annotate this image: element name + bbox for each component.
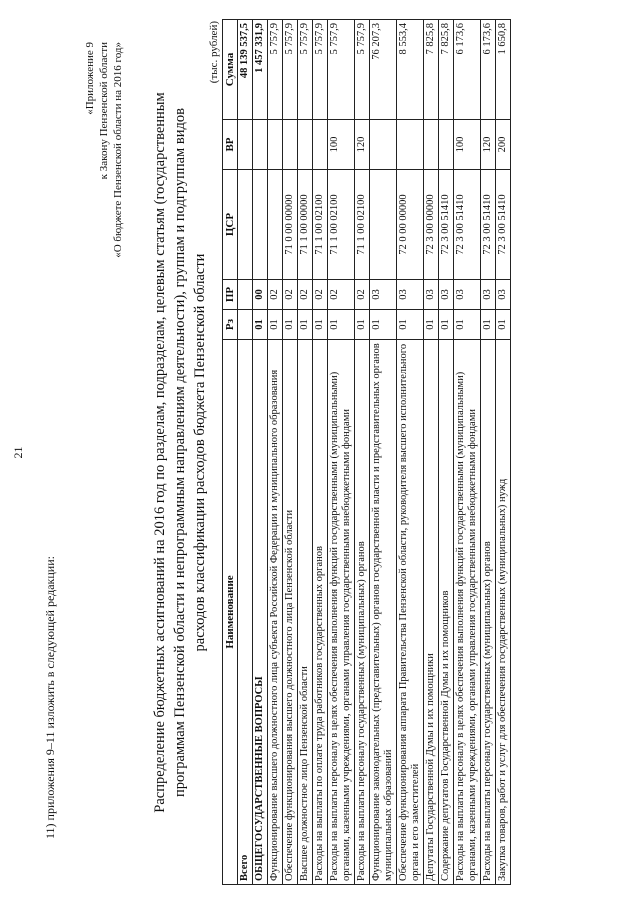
intro-text: 11) приложения 9–11 изложить в следующей редакции: [43, 556, 57, 839]
cell-sum: 5 757,9 [268, 20, 283, 120]
cell-csr: 72 3 00 00000 [424, 170, 439, 280]
cell-rz: 01 [424, 310, 439, 340]
cell-vr [283, 120, 298, 170]
cell-vr [313, 120, 328, 170]
cell-name: Содержание депутатов Государственной Думы и их помощников [439, 340, 454, 885]
cell-name: Расходы на выплаты персоналу государственных (муниципальных) органов [481, 340, 496, 885]
cell-rz: 01 [454, 310, 481, 340]
cell-pr: 03 [454, 280, 481, 310]
cell-sum: 7 825,8 [439, 20, 454, 120]
appendix-title: «Приложение 9 [84, 42, 96, 115]
table-header-row [223, 20, 238, 885]
cell-vr [370, 120, 397, 170]
cell-csr [370, 170, 397, 280]
cell-rz: 01 [397, 310, 424, 340]
cell-csr: 72 0 00 00000 [397, 170, 424, 280]
cell-name: ОБЩЕГОСУДАРСТВЕННЫЕ ВОПРОСЫ [253, 340, 268, 885]
table-row [481, 20, 496, 885]
cell-sum: 5 757,9 [298, 20, 313, 120]
header-csr: ЦСР [223, 170, 238, 280]
cell-rz: 01 [370, 310, 397, 340]
table-row [397, 20, 424, 885]
cell-sum: 8 553,4 [397, 20, 424, 120]
cell-pr: 03 [397, 280, 424, 310]
cell-sum: 5 757,9 [283, 20, 298, 120]
page-number: 21 [11, 446, 25, 459]
cell-rz: 01 [253, 310, 268, 340]
title-line-1: Распределение бюджетных ассигнований на 2016 год по разделам, подразделам, целевым статьям (государственным [152, 92, 168, 813]
table-row [328, 20, 355, 885]
cell-vr: 120 [481, 120, 496, 170]
appendix-line-1: к Закону Пензенской области [98, 42, 110, 180]
cell-vr [424, 120, 439, 170]
appendix-line-2: «О бюджете Пензенской области на 2016 год» [112, 42, 124, 258]
table-row [355, 20, 370, 885]
cell-sum: 6 173,6 [481, 20, 496, 120]
cell-pr: 03 [370, 280, 397, 310]
cell-pr: 02 [313, 280, 328, 310]
cell-vr [268, 120, 283, 170]
cell-name: Функционирование законодательных (представительных) органов государственной власти и представительных органов муниципальных образований [370, 340, 397, 885]
table-row [313, 20, 328, 885]
cell-csr: 72 3 00 51410 [454, 170, 481, 280]
cell-sum: 5 757,9 [328, 20, 355, 120]
cell-sum: 6 173,6 [454, 20, 481, 120]
cell-vr: 120 [355, 120, 370, 170]
cell-pr: 03 [496, 280, 511, 310]
cell-rz: 01 [313, 310, 328, 340]
header-sum: Сумма [223, 20, 238, 120]
cell-sum: 7 825,8 [424, 20, 439, 120]
cell-sum: 5 757,9 [355, 20, 370, 120]
total-sum: 48 139 537,5 [238, 20, 253, 120]
cell-sum: 1 650,8 [496, 20, 511, 120]
cell-sum: 1 457 331,9 [253, 20, 268, 120]
total-label: Всего [238, 340, 253, 885]
cell-name: Обеспечение функционирования аппарата Правительства Пензенской области, руководителя высшего исполнительного органа и его заместителей [397, 340, 424, 885]
cell-csr: 71 0 00 00000 [283, 170, 298, 280]
cell-pr: 03 [424, 280, 439, 310]
cell-rz: 01 [328, 310, 355, 340]
cell-vr: 200 [496, 120, 511, 170]
cell-pr: 00 [253, 280, 268, 310]
cell-csr: 71 1 00 02100 [328, 170, 355, 280]
cell-vr [397, 120, 424, 170]
cell-csr: 72 3 00 51410 [439, 170, 454, 280]
cell-name: Депутаты Государственной Думы и их помощники [424, 340, 439, 885]
cell-csr: 71 1 00 02100 [313, 170, 328, 280]
cell-name: Закупка товаров, работ и услуг для обеспечения государственных (муниципальных) нужд [496, 340, 511, 885]
title-line-2: программам Пензенской области и непрограммным направлениям деятельности), группам и подгруппам видов [172, 108, 188, 797]
table-row [268, 20, 283, 885]
cell-vr [298, 120, 313, 170]
cell-sum: 5 757,9 [313, 20, 328, 120]
cell-pr: 02 [268, 280, 283, 310]
table-row [496, 20, 511, 885]
document-title [150, 0, 210, 905]
cell-csr: 71 1 00 02100 [355, 170, 370, 280]
cell-vr: 100 [454, 120, 481, 170]
cell-pr: 03 [481, 280, 496, 310]
cell-vr [439, 120, 454, 170]
cell-rz: 01 [439, 310, 454, 340]
cell-name: Расходы на выплаты персоналу в целях обеспечения выполнения функций государственными (муниципальными) органами, казенными учреждениями, органами управления государственными внебюджетными фондами [328, 340, 355, 885]
cell-rz: 01 [268, 310, 283, 340]
cell-name: Расходы на выплаты персоналу государственных (муниципальных) органов [355, 340, 370, 885]
unit-label: (тыс. рублей) [208, 21, 220, 84]
cell-pr: 02 [328, 280, 355, 310]
cell-rz: 01 [298, 310, 313, 340]
cell-name: Обеспечение функционирования высшего должностного лица Пензенской области [283, 340, 298, 885]
cell-csr: 72 3 00 51410 [496, 170, 511, 280]
cell-name: Функционирование высшего должностного лица субъекта Российской Федерации и муниципального образования [268, 340, 283, 885]
table-row [253, 20, 268, 885]
cell-name: Расходы на выплаты по оплате труда работников государственных органов [313, 340, 328, 885]
header-pr: ПР [223, 280, 238, 310]
cell-rz: 01 [481, 310, 496, 340]
table-row [370, 20, 397, 885]
table-row [424, 20, 439, 885]
total-row [238, 20, 253, 885]
cell-rz: 01 [283, 310, 298, 340]
cell-vr [253, 120, 268, 170]
cell-csr: 72 3 00 51410 [481, 170, 496, 280]
cell-csr [253, 170, 268, 280]
appendix-header [83, 42, 125, 905]
table-row [454, 20, 481, 885]
cell-name: Расходы на выплаты персоналу в целях обеспечения выполнения функций государственными (муниципальными) органами, казенными учреждениями, органами управления государственными внебюджетными фондами [454, 340, 481, 885]
cell-rz: 01 [496, 310, 511, 340]
header-vr: ВР [223, 120, 238, 170]
cell-sum: 76 207,3 [370, 20, 397, 120]
cell-pr: 02 [355, 280, 370, 310]
cell-pr: 03 [439, 280, 454, 310]
cell-pr: 02 [298, 280, 313, 310]
header-name: Наименование [223, 340, 238, 885]
cell-vr: 100 [328, 120, 355, 170]
budget-table [222, 19, 511, 885]
cell-name: Высшее должностное лицо Пензенской области [298, 340, 313, 885]
cell-csr [268, 170, 283, 280]
header-rz: Рз [223, 310, 238, 340]
cell-csr: 71 1 00 00000 [298, 170, 313, 280]
table-row [439, 20, 454, 885]
cell-rz: 01 [355, 310, 370, 340]
table-row [283, 20, 298, 885]
cell-pr: 02 [283, 280, 298, 310]
table-row [298, 20, 313, 885]
title-line-3: расходов классификации расходов бюджета Пензенской области [192, 253, 208, 652]
